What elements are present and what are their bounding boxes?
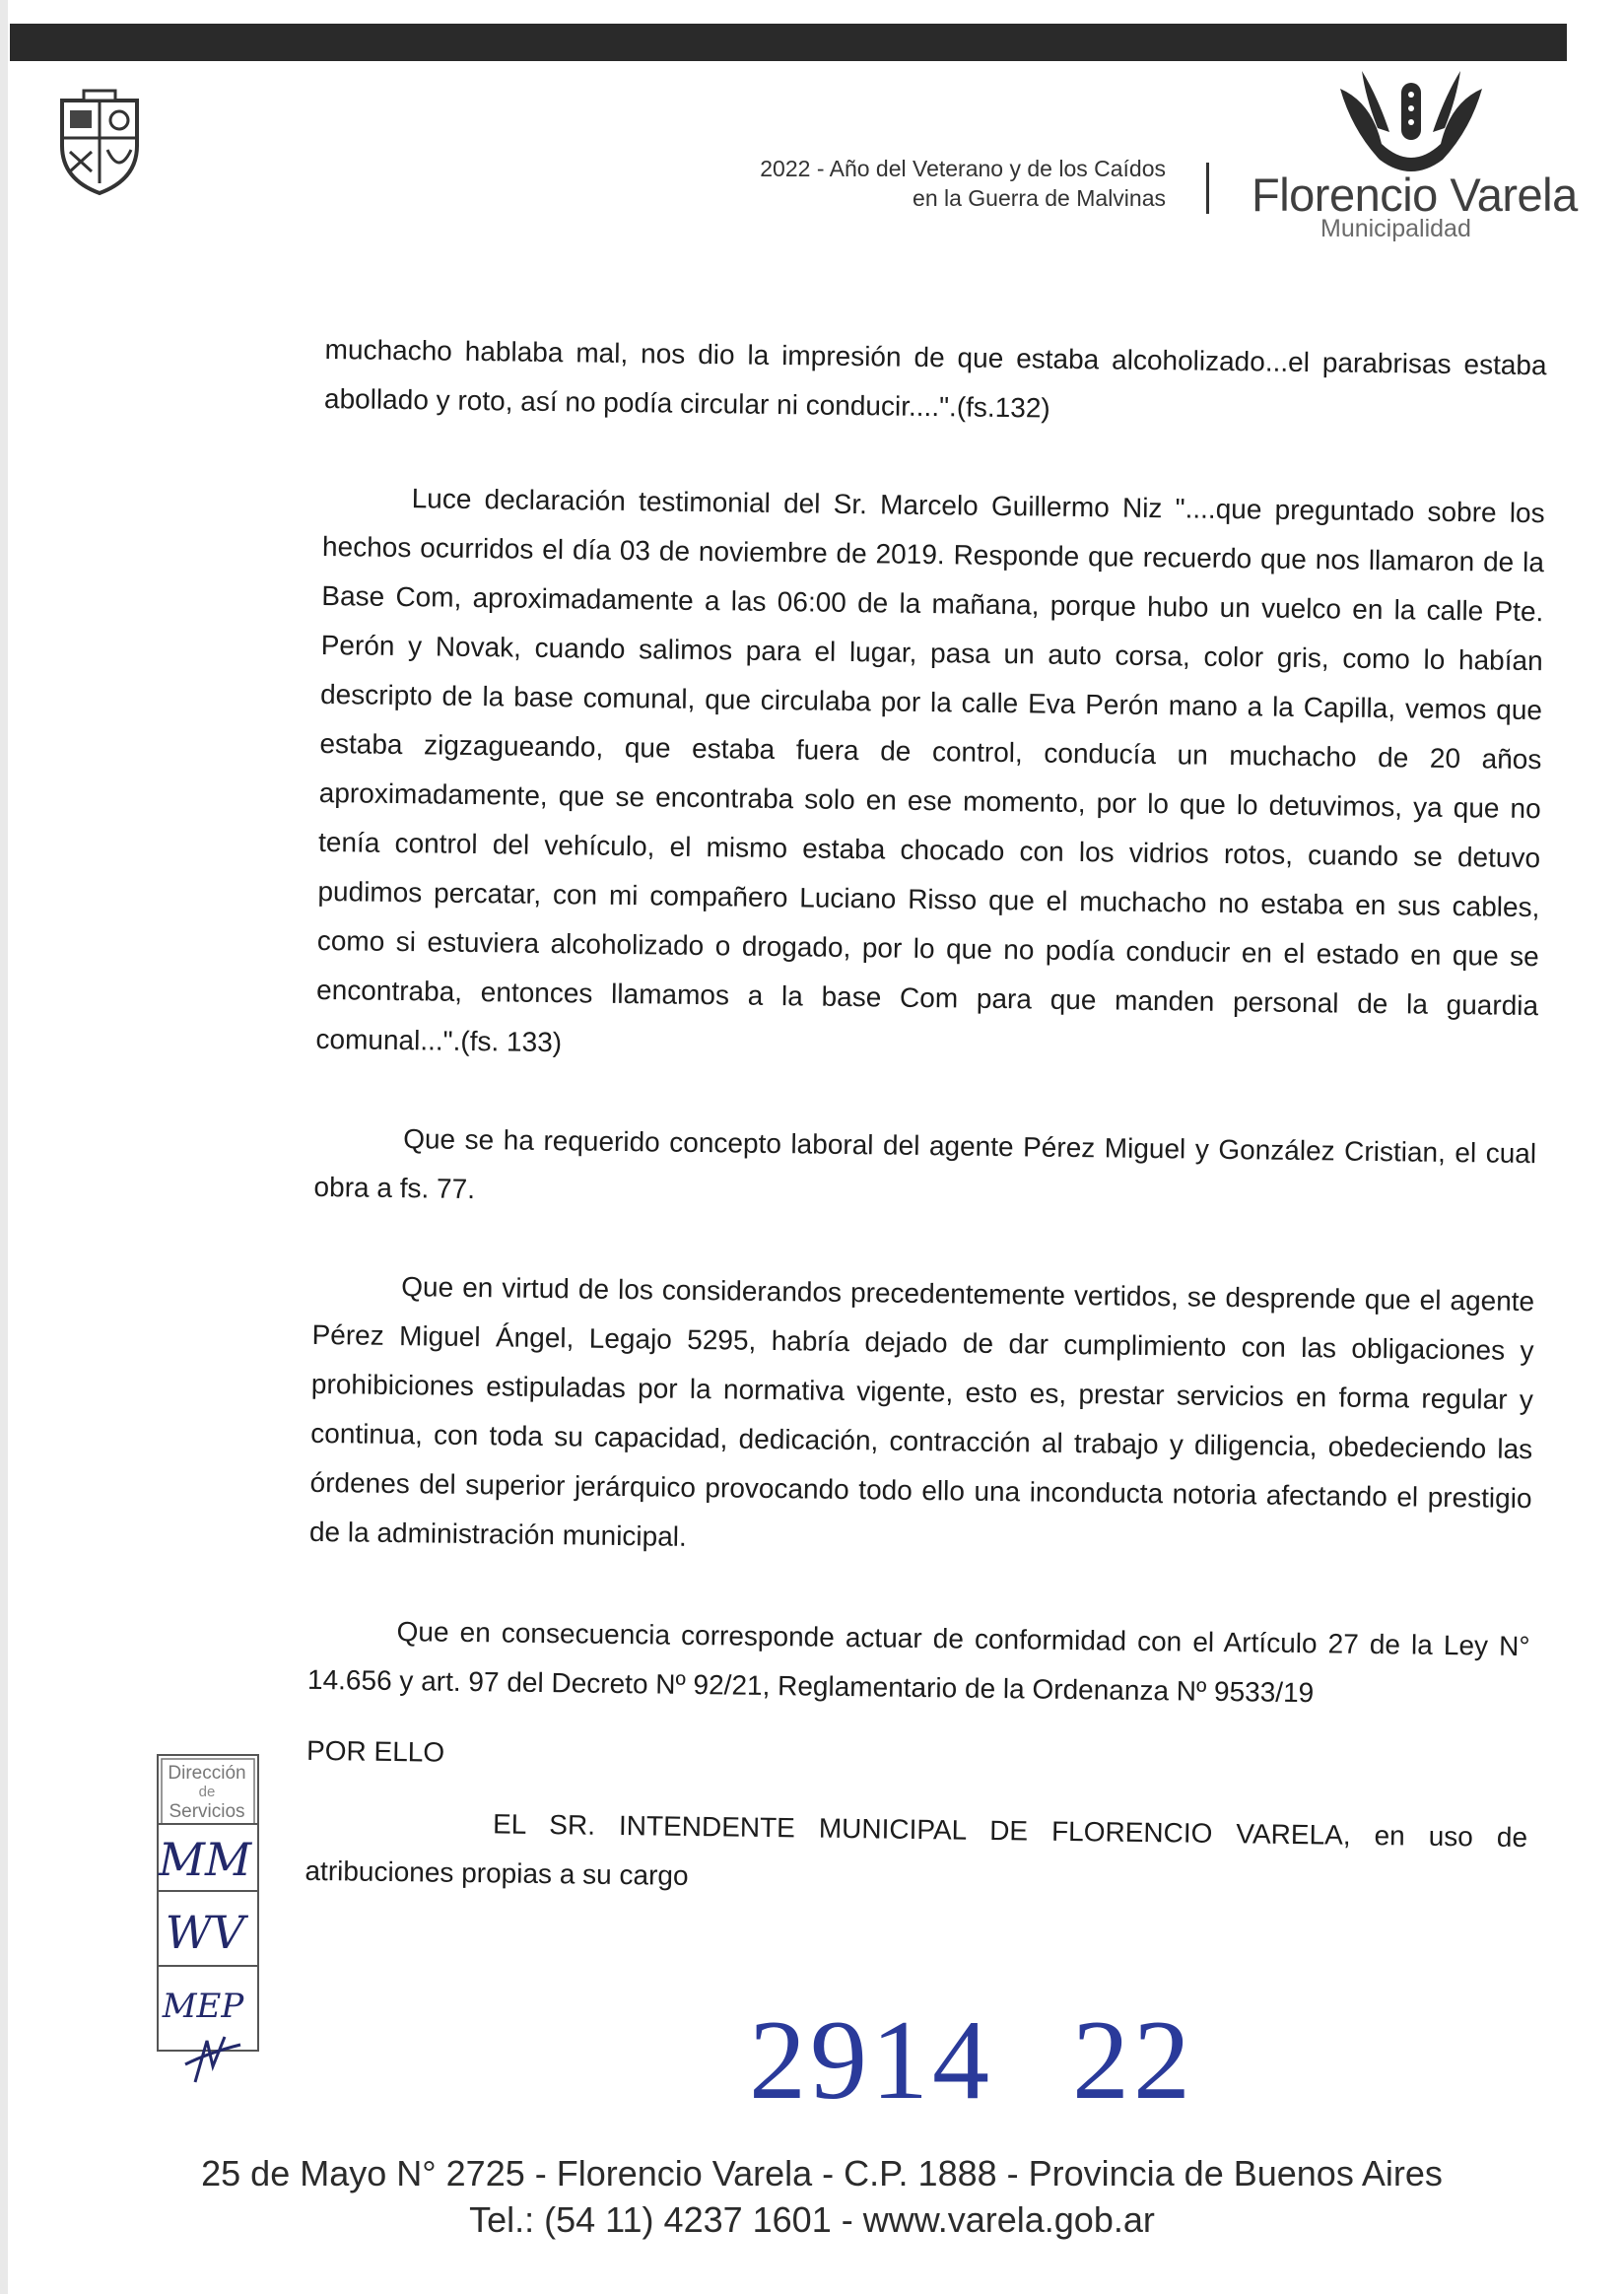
header-divider bbox=[1206, 163, 1209, 214]
motto-line-2: en la Guerra de Malvinas bbox=[913, 185, 1166, 211]
initials-wv: WV bbox=[165, 1906, 245, 1959]
document-body bbox=[304, 325, 1547, 1912]
motto-line-1: 2022 - Año del Veterano y de los Caídos bbox=[760, 156, 1166, 181]
stamp-number: 2914 bbox=[749, 1997, 993, 2124]
scan-edge bbox=[0, 0, 8, 2294]
paragraph-labor-concept: Que se ha requerido concepto laboral del agente Pérez Miguel y González Cristian, el cual obra a fs. 77. bbox=[313, 1123, 1537, 1205]
seal-line-2: de bbox=[198, 1784, 216, 1800]
signature-mark bbox=[185, 2037, 240, 2082]
brand-subtitle: Municipalidad bbox=[1320, 215, 1471, 242]
commemorative-motto bbox=[760, 154, 1166, 213]
initials-mm: MM bbox=[158, 1833, 252, 1886]
paragraph-testimony-niz: Luce declaración testimonial del Sr. Marcelo Guillermo Niz "....que preguntado sobre los hechos ocurridos el día 03 de noviembre de 2019. Responde que recuerdo que nos llamaron de la Base Com, aproximadamente a las 06:00 de la mañana, porque hubo un vuelco en la calle Pte. Perón y Novak, cuando salimos para el lugar, pasa un auto corsa, color gris, como lo habían descripto de la base comunal, que circulaba por la calle Eva Perón mano a la Capilla, vemos que estaba zigzagueando, que estaba fuera de control, conducía un muchacho de 20 años aproximadamente, que se encontraba solo en ese momento, por lo que lo detuvimos, ya que no tenía control del vehículo, el mismo estaba chocado con los vidrios rotos, cuando se detuvo pudimos percatar, con mi compañero Luciano Risso que el muchacho no estaba en sus cables, como si estuviera alcoholizado o drogado, por lo que no podía conducir en el estado en que se encontraba, entonces llamamos a la base Com para que manden personal de la guardia comunal...".(fs. 133) bbox=[315, 483, 1545, 1058]
initials-mep: MEP bbox=[162, 1987, 244, 2026]
seal-line-1: Dirección bbox=[168, 1763, 246, 1784]
footer-contact: Tel.: (54 11) 4237 1601 - www.varela.gob.ar bbox=[469, 2199, 1155, 2240]
paragraph-legal-basis: Que en consecuencia corresponde actuar de conformidad con el Artículo 27 de la Ley N° 14.656 y art. 97 del Decreto Nº 92/21, Reglamentario de la Ordenanza Nº 9533/19 bbox=[306, 1616, 1530, 1709]
paragraph-considerations: Que en virtud de los considerandos precedentemente vertidos, se desprende que el agente Pérez Miguel Ángel, Legajo 5295, habría dejado de dar cumplimiento con las obligaciones y prohibiciones estipuladas por la normativa vigente, esto es, prestar servicios en forma regular y continua, con toda su capacidad, dedicación, contracción al trabajo y diligencia, obedeciendo las órdenes del superior jerárquico provocando todo ello una inconducta notoria afectando el prestigio de la administración municipal. bbox=[308, 1271, 1535, 1552]
coat-of-arms-icon bbox=[54, 89, 145, 197]
paragraph-mayor-authority: EL SR. INTENDENTE MUNICIPAL DE FLORENCIO VARELA, en uso de atribuciones propias a su cargo bbox=[304, 1808, 1528, 1891]
brand-name: Florencio Varela bbox=[1252, 169, 1578, 221]
scan-top-bar bbox=[10, 24, 1567, 61]
direction-seal-initials bbox=[138, 1749, 266, 2089]
resolution-number-stamp bbox=[749, 1995, 1194, 2126]
municipality-logo-icon bbox=[1332, 69, 1490, 177]
paragraph-testimony-end: muchacho hablaba mal, nos dio la impresión de que estaba alcoholizado...el parabrisas estaba abollado y roto, así no podía circular ni conducir....".(fs.132) bbox=[323, 333, 1547, 424]
seal-line-3: Servicios bbox=[169, 1801, 245, 1822]
stamp-year: 22 bbox=[1072, 1997, 1194, 2124]
footer-address: 25 de Mayo N° 2725 - Florencio Varela - C.P. 1888 - Provincia de Buenos Aires bbox=[201, 2153, 1443, 2193]
por-ello-heading: POR ELLO bbox=[305, 1734, 445, 1768]
